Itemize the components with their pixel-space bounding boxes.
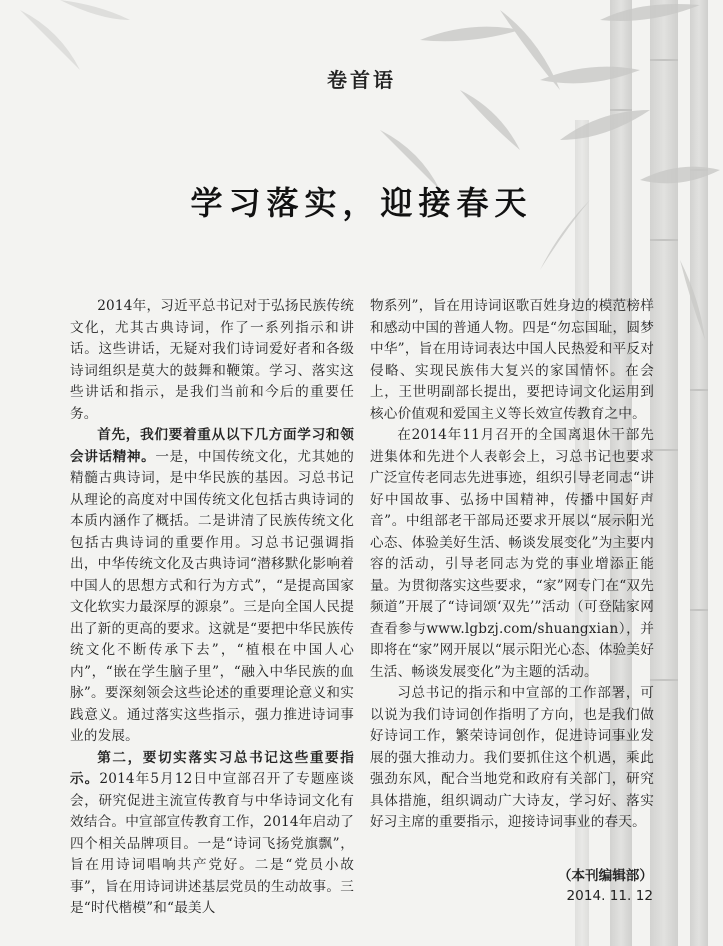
article-title: 学习落实，迎接春天 <box>190 184 533 222</box>
paragraph: 习总书记的指示和中宣部的工作部署，可以说为我们诗词创作指明了方向，也是我们做好诗词工作，繁荣诗词创作，促进诗词事业发展的强大推动力。我们要抓住这个机遇，乘此强劲东风，配合当地党和政府有关部门，研究具体措施，组织调动广大诗友，学习好、落实好习主席的重要指示，迎接诗词事业的春天。 <box>370 685 654 830</box>
paragraph: 2014年，习近平总书记对于弘扬民族传统文化，尤其古典诗词，作了一系列指示和讲话。这些讲话，无疑对我们诗词爱好者和各级诗词组织是莫大的鼓舞和鞭策。学习、落实这些讲话和指示，是我们当前和今后的重要任务。 <box>70 298 354 422</box>
column-label: 卷首语 <box>327 68 396 92</box>
signature-date: 2014. 11. 12 <box>566 888 653 904</box>
paragraph-continued: 物系列”，旨在用诗词讴歌百姓身边的模范榜样和感动中国的普通人物。四是“勿忘国耻，圆梦中华”，旨在用诗词表达中国人民热爱和平反对侵略、实现民族伟大复兴的家国情怀。在会上，王世明副部长提出，要把诗词文化运用到核心价值观和爱国主义等长效宣传教育之中。 <box>370 298 654 422</box>
paragraph-lead: 第二，要切实落实习总书记这些重要指示。 <box>70 749 354 787</box>
paragraph-body: 2014年5月12日中宣部召开了专题座谈会，研究促进主流宣传教育与中华诗词文化有效结合。中宣部宣传教育工作，2014年启动了四个相关品牌项目。一是“诗词飞扬党旗飘”，旨在用诗词唱响共产党好。二是“党员小故事”，旨在用诗词讲述基层党员的生动故事。三是“时代楷模”和“最美人 <box>70 771 354 916</box>
paragraph-body: 一是，中国传统文化，尤其她的精髓古典诗词，是中华民族的基因。习总书记从理论的高度对中国传统文化包括古典诗词的本质内涵作了概括。二是讲清了民族传统文化包括古典诗词的重要作用。习总书记强调指出，中华传统文化及古典诗词“潜移默化影响着中国人的思想方式和行为方式”，“是提高国家文化软实力最深厚的源泉”。三是向全国人民提出了新的更高的要求。这就是“要把中华民族传统文化不断传承下去”，“植根在中国人心内”，“嵌在学生脑子里”，“融入中华民族的血脉”。要深刻领会这些论述的重要理论意义和实践意义。通过落实这些指示，强力推进诗词事业的发展。 <box>70 448 354 744</box>
paragraph: 在2014年11月召开的全国离退休干部先进集体和先进个人表彰会上，习总书记也要求广泛宣传老同志先进事迹，组织引导老同志“讲好中国故事、弘扬中国精神，传播中国好声音”。中组部老干部局还要求开展以“展示阳光心态、体验美好生活、畅谈发展变化”为主要内容的活动，引导老同志为党的事业增添正能量。为贯彻落实这些要求，“家”网专门在“双先频道”开展了“诗词颂‘双先’”活动（可登陆家网查看参与www.lgbzj.com/shuangxian），并即将在“家”网开展以“展示阳光心态、体验美好生活、畅谈发展变化”为主题的活动。 <box>370 427 654 680</box>
paragraph <box>70 748 354 920</box>
article-column-left <box>70 296 354 920</box>
paragraph <box>70 425 354 748</box>
paragraph-lead: 首先，我们要着重从以下几方面学习和领会讲话精神。 <box>70 427 354 465</box>
signature-author: （本刊编辑部） <box>557 868 653 884</box>
article-column-right <box>370 296 654 834</box>
